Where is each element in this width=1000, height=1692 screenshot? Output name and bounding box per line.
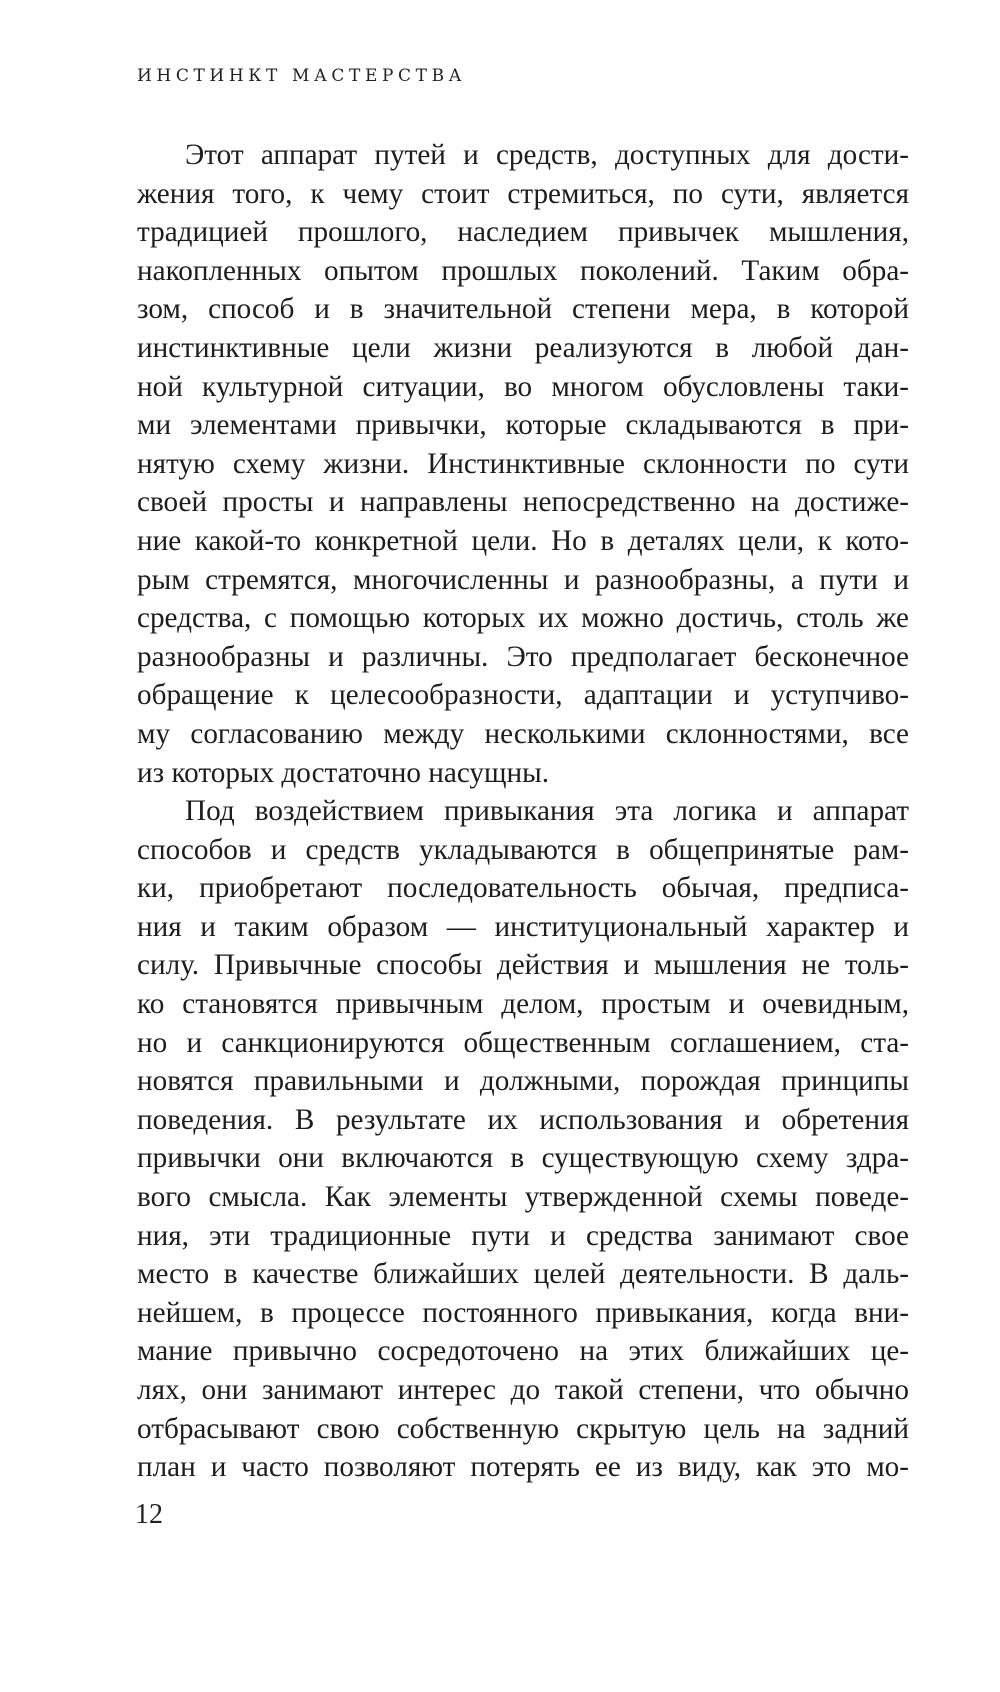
text-line: привычки они включаются в существующую схему здра- <box>137 1142 909 1175</box>
text-line: рым стремятся, многочисленны и разнообразны, а пути и <box>137 563 909 596</box>
text-line: нейшем, в процессе постоянного привыкания, когда вни- <box>137 1296 909 1329</box>
text-line: план и часто позволяют потерять ее из виду, как это мо- <box>137 1451 909 1484</box>
body-text <box>137 136 909 1487</box>
text-line: своей просты и направлены непосредственно на достиже- <box>137 486 909 519</box>
text-line: Под воздействием привыкания эта логика и аппарат <box>185 795 909 828</box>
text-line: из которых достаточно насущны. <box>137 756 549 789</box>
text-line: ко становятся привычным делом, простым и очевидным, <box>137 988 909 1021</box>
text-line: мание привычно сосредоточено на этих ближайших це- <box>137 1335 909 1368</box>
text-line: традицией прошлого, наследием привычек мышления, <box>137 216 909 249</box>
text-line: му согласованию между несколькими склонностями, все <box>137 717 909 750</box>
page-number: 12 <box>135 1499 163 1530</box>
text-line: обращение к целесообразности, адаптации и уступчиво- <box>137 679 909 712</box>
text-line: лях, они занимают интерес до такой степени, что обычно <box>137 1374 909 1406</box>
text-line: жения того, к чему стоит стремиться, по сути, является <box>137 177 909 210</box>
text-line: Этот аппарат путей и средств, доступных для дости- <box>185 139 909 171</box>
text-line: отбрасывают свою собственную скрытую цель на задний <box>137 1412 909 1445</box>
text-line: средства, с помощью которых их можно достичь, столь же <box>137 602 909 635</box>
text-line: силу. Привычные способы действия и мышления не толь- <box>137 949 909 982</box>
text-line: вого смысла. Как элементы утвержденной схемы поведе- <box>137 1181 909 1214</box>
text-line: место в качестве ближайших целей деятельности. В даль- <box>137 1258 909 1291</box>
text-line: поведения. В результате их использования и обретения <box>137 1103 909 1136</box>
text-line: накопленных опытом прошлых поколений. Таким обра- <box>137 254 909 287</box>
text-line: ние какой-то конкретной цели. Но в деталях цели, к кото- <box>137 524 909 557</box>
text-line: ми элементами привычки, которые складываются в при- <box>137 409 909 442</box>
text-line: ния, эти традиционные пути и средства занимают свое <box>137 1219 909 1252</box>
text-line: разнообразны и различны. Это предполагает бесконечное <box>137 640 909 673</box>
text-line: инстинктивные цели жизни реализуются в любой дан- <box>137 331 909 364</box>
text-line: нятую схему жизни. Инстинктивные склонности по сути <box>137 447 909 480</box>
text-line: новятся правильными и должными, порождая принципы <box>137 1065 909 1098</box>
text-line: но и санкционируются общественным соглашением, ста- <box>137 1026 909 1059</box>
text-line: ки, приобретают последовательность обычая, предписа- <box>137 872 909 905</box>
text-line: ной культурной ситуации, во многом обусловлены таки- <box>137 370 909 403</box>
text-line: ния и таким образом — институциональный характер и <box>137 910 909 943</box>
text-line: зом, способ и в значительной степени мера, в которой <box>137 293 909 326</box>
running-header: ИНСТИНКТ МАСТЕРСТВА <box>137 66 467 86</box>
text-line: способов и средств укладываются в общепринятые рам- <box>137 833 909 866</box>
